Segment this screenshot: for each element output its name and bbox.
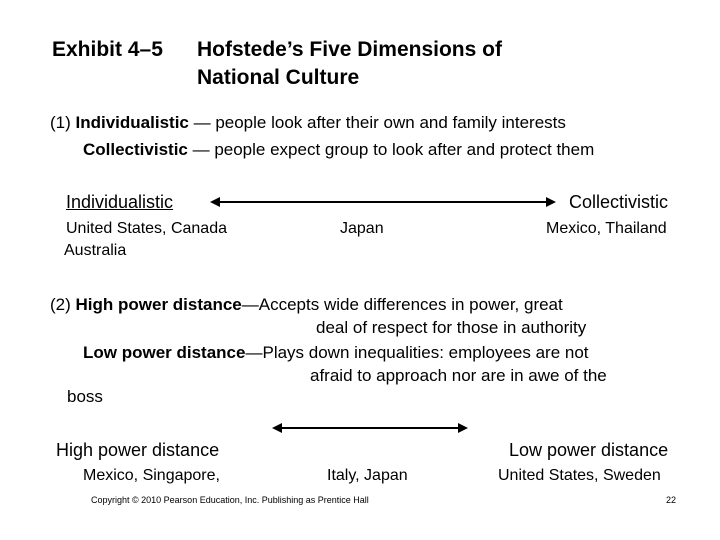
dimension2-def-a-line2: deal of respect for those in authority	[316, 318, 587, 337]
dimension1-number: (1)	[50, 113, 71, 132]
dimension2-number: (2)	[50, 295, 71, 314]
dimension2-definition-a	[50, 294, 563, 316]
scale2-right-label: Low power distance	[509, 440, 669, 460]
scale1-left-countries-line2: Australia	[64, 242, 127, 259]
scale1-right-countries: Mexico, Thailand	[546, 220, 667, 237]
dimension1-definition-b	[83, 139, 594, 161]
page-title-line1: Hofstede’s Five Dimensions of	[197, 38, 502, 61]
scale2-left-label: High power distance	[56, 440, 220, 460]
dimension2-def-b-line3: boss	[67, 387, 103, 406]
scale1-left-countries-line1: United States, Canada	[66, 220, 227, 237]
exhibit-label: Exhibit 4–5	[52, 38, 163, 61]
dimension1-definition-a	[50, 112, 566, 134]
scale2-arrow	[272, 418, 468, 438]
scale2-middle-countries: Italy, Japan	[327, 467, 408, 484]
dimension2-def-b-line2: afraid to approach nor are in awe of the	[310, 366, 607, 385]
page-number: 22	[666, 495, 677, 505]
scale1-right-label: Collectivistic	[569, 192, 669, 212]
scale2-left-countries: Mexico, Singapore,	[83, 467, 220, 484]
dimension2-term-a: High power distance	[75, 295, 242, 314]
scale2-right-countries: United States, Sweden	[498, 467, 661, 484]
scale1-arrow	[210, 192, 556, 212]
dimension1-term-b: Collectivistic	[83, 140, 188, 159]
copyright-notice: Copyright © 2010 Pearson Education, Inc. Publishing as Prentice Hall	[91, 495, 369, 505]
dimension1-def-a: — people look after their own and family interests	[188, 113, 566, 132]
scale1-middle-countries: Japan	[340, 220, 384, 237]
dimension2-definition-b	[83, 342, 589, 364]
dimension1-term-a: Individualistic	[75, 113, 189, 132]
dimension2-def-b-line1: —Plays down inequalities: employees are not	[245, 343, 589, 362]
dimension2-term-b: Low power distance	[83, 343, 246, 362]
dimension2-def-a-line1: —Accepts wide differences in power, great	[241, 295, 563, 314]
scale1-left-label: Individualistic	[66, 192, 174, 212]
dimension1-def-b: — people expect group to look after and protect them	[187, 140, 595, 159]
page-title-line2: National Culture	[197, 66, 360, 89]
